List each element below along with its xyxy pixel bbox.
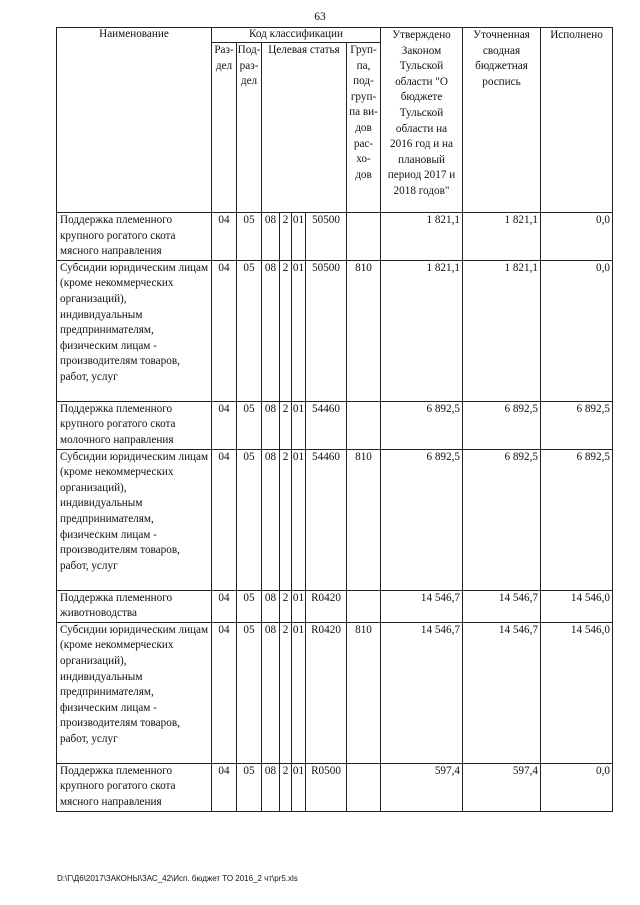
row-podrazdel: 05 xyxy=(237,449,262,590)
row-target-1: 08 xyxy=(262,449,280,590)
row-razdel: 04 xyxy=(212,763,237,811)
row-target-code: 54460 xyxy=(306,449,347,590)
row-podrazdel: 05 xyxy=(237,763,262,811)
table-row xyxy=(57,401,613,449)
row-podrazdel: 05 xyxy=(237,260,262,401)
row-podrazdel: 05 xyxy=(237,622,262,763)
col-header-razdel: Раз-дел xyxy=(212,43,237,213)
row-target-2: 2 xyxy=(280,260,292,401)
row-name: Субсидии юридическим лицам (кроме некоммерческих организаций), индивидуальным предпринимателям, физическим лицам - производителям товаров, работ, услуг xyxy=(57,260,212,401)
row-target-code: 54460 xyxy=(306,401,347,449)
row-razdel: 04 xyxy=(212,449,237,590)
row-razdel: 04 xyxy=(212,590,237,622)
row-refined: 597,4 xyxy=(463,763,541,811)
row-target-3: 01 xyxy=(292,213,306,261)
row-target-code: R0420 xyxy=(306,590,347,622)
row-group: 810 xyxy=(347,449,381,590)
row-group: 810 xyxy=(347,260,381,401)
col-header-approved: Утверждено Законом Тульской области "О бюджете Тульской области на 2016 год и на плановый период 2017 и 2018 годов" xyxy=(381,28,463,213)
row-name: Поддержка племенного крупного рогатого скота молочного направления xyxy=(57,401,212,449)
col-header-name: Наименование xyxy=(57,28,212,213)
row-target-1: 08 xyxy=(262,590,280,622)
row-approved: 1 821,1 xyxy=(381,213,463,261)
row-group xyxy=(347,590,381,622)
row-target-1: 08 xyxy=(262,213,280,261)
row-target-2: 2 xyxy=(280,590,292,622)
row-refined: 6 892,5 xyxy=(463,449,541,590)
table-row xyxy=(57,763,613,811)
budget-table xyxy=(56,27,613,812)
col-header-classification: Код классификации xyxy=(212,28,381,43)
row-razdel: 04 xyxy=(212,213,237,261)
row-target-1: 08 xyxy=(262,763,280,811)
row-group xyxy=(347,401,381,449)
row-target-code: R0500 xyxy=(306,763,347,811)
row-refined: 14 546,7 xyxy=(463,622,541,763)
row-name: Поддержка племенного крупного рогатого скота мясного направления xyxy=(57,763,212,811)
row-target-1: 08 xyxy=(262,622,280,763)
table-row xyxy=(57,449,613,590)
row-target-3: 01 xyxy=(292,260,306,401)
row-target-3: 01 xyxy=(292,590,306,622)
row-target-3: 01 xyxy=(292,763,306,811)
table-row xyxy=(57,213,613,261)
row-group xyxy=(347,213,381,261)
row-target-2: 2 xyxy=(280,763,292,811)
row-refined: 1 821,1 xyxy=(463,260,541,401)
footer-file-path: D:\Г\Д6\2017\ЗАКОНЫ\ЗАС_42\Исп. бюджет ТО 2016_2 чт\pr5.xls xyxy=(57,874,298,883)
row-approved: 1 821,1 xyxy=(381,260,463,401)
row-podrazdel: 05 xyxy=(237,401,262,449)
col-header-target: Целевая статья xyxy=(262,43,347,213)
row-approved: 14 546,7 xyxy=(381,622,463,763)
row-target-code: 50500 xyxy=(306,260,347,401)
row-razdel: 04 xyxy=(212,622,237,763)
table-row xyxy=(57,590,613,622)
row-target-1: 08 xyxy=(262,401,280,449)
row-executed: 14 546,0 xyxy=(541,590,613,622)
col-header-group: Груп-па, под-груп-па ви-дов рас-хо-дов xyxy=(347,43,381,213)
row-target-2: 2 xyxy=(280,622,292,763)
row-executed: 0,0 xyxy=(541,213,613,261)
table-row xyxy=(57,622,613,763)
row-name: Поддержка племенного крупного рогатого скота мясного направления xyxy=(57,213,212,261)
row-executed: 0,0 xyxy=(541,260,613,401)
row-group xyxy=(347,763,381,811)
row-name: Поддержка племенного животноводства xyxy=(57,590,212,622)
row-podrazdel: 05 xyxy=(237,213,262,261)
col-header-refined: Уточненная сводная бюджетная роспись xyxy=(463,28,541,213)
row-approved: 6 892,5 xyxy=(381,401,463,449)
row-razdel: 04 xyxy=(212,401,237,449)
row-target-code: R0420 xyxy=(306,622,347,763)
row-refined: 1 821,1 xyxy=(463,213,541,261)
row-target-2: 2 xyxy=(280,449,292,590)
row-executed: 6 892,5 xyxy=(541,449,613,590)
row-executed: 14 546,0 xyxy=(541,622,613,763)
row-name: Субсидии юридическим лицам (кроме некоммерческих организаций), индивидуальным предпринимателям, физическим лицам - производителям товаров, работ, услуг xyxy=(57,622,212,763)
row-target-2: 2 xyxy=(280,401,292,449)
row-target-code: 50500 xyxy=(306,213,347,261)
row-executed: 0,0 xyxy=(541,763,613,811)
row-target-1: 08 xyxy=(262,260,280,401)
header-row-top xyxy=(57,28,613,43)
row-refined: 6 892,5 xyxy=(463,401,541,449)
row-approved: 14 546,7 xyxy=(381,590,463,622)
row-approved: 597,4 xyxy=(381,763,463,811)
row-refined: 14 546,7 xyxy=(463,590,541,622)
table-row xyxy=(57,260,613,401)
row-executed: 6 892,5 xyxy=(541,401,613,449)
col-header-podrazdel: Под-раз-дел xyxy=(237,43,262,213)
row-approved: 6 892,5 xyxy=(381,449,463,590)
page-number: 63 xyxy=(314,11,326,23)
row-name: Субсидии юридическим лицам (кроме некоммерческих организаций), индивидуальным предпринимателям, физическим лицам - производителям товаров, работ, услуг xyxy=(57,449,212,590)
col-header-executed: Исполнено xyxy=(541,28,613,213)
row-razdel: 04 xyxy=(212,260,237,401)
row-target-3: 01 xyxy=(292,449,306,590)
row-podrazdel: 05 xyxy=(237,590,262,622)
row-target-3: 01 xyxy=(292,401,306,449)
row-target-3: 01 xyxy=(292,622,306,763)
row-group: 810 xyxy=(347,622,381,763)
row-target-2: 2 xyxy=(280,213,292,261)
